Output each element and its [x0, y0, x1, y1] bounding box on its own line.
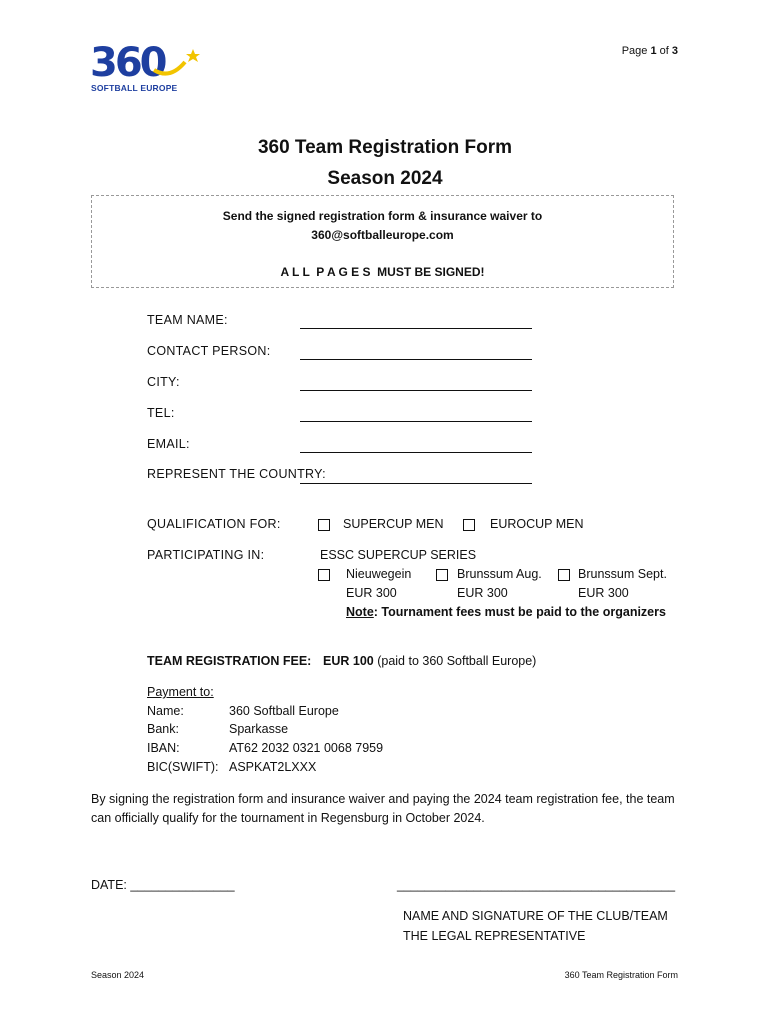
field-line-contact-person[interactable] [300, 359, 532, 360]
notice-email: 360@softballeurope.com [311, 228, 454, 242]
fee-note: Note: Tournament fees must be paid to the organizers [346, 605, 666, 619]
series-title: ESSC SUPERCUP SERIES [320, 548, 477, 562]
signature-caption-legal: THE LEGAL REPRESENTATIVE [403, 929, 586, 943]
payment-key-bank: Bank: [147, 722, 179, 736]
fee-brunssum-aug: EUR 300 [457, 586, 508, 600]
payment-value-name: 360 Softball Europe [229, 704, 339, 718]
footer-right: 360 Team Registration Form [564, 970, 678, 980]
checkbox-brunssum-aug[interactable] [436, 569, 448, 581]
field-line-tel[interactable] [300, 421, 532, 422]
payment-value-iban: AT62 2032 0321 0068 7959 [229, 741, 384, 755]
fee-brunssum-sept: EUR 300 [578, 586, 629, 600]
footer-left: Season 2024 [91, 970, 145, 980]
field-line-team-name[interactable] [300, 328, 532, 329]
signature-caption: NAME AND SIGNATURE OF THE CLUB/TEAM [403, 909, 668, 923]
field-label-country: REPRESENT THE COUNTRY: [147, 467, 326, 481]
event-brunssum-aug: Brunssum Aug. [457, 567, 542, 581]
logo-subtitle: SOFTBALL EUROPE [91, 83, 178, 93]
checkbox-supercup-men[interactable] [318, 519, 330, 531]
field-label-contact-person: CONTACT PERSON: [147, 344, 271, 358]
fee-nieuwegein: EUR 300 [346, 586, 397, 600]
payment-key-name: Name: [147, 704, 184, 718]
star-icon [186, 49, 200, 62]
qualification-statement: By signing the registration form and insurance waiver and paying the 2024 team registration fee, the team can officially qualify for the tournament in Regensburg in October 2024. [91, 792, 675, 825]
field-line-country[interactable] [300, 483, 532, 484]
field-label-email: EMAIL: [147, 437, 190, 451]
registration-fee-label: TEAM REGISTRATION FEE: [147, 654, 312, 668]
page-title: 360 Team Registration Form [257, 137, 513, 158]
payment-key-bic: BIC(SWIFT): [147, 760, 219, 774]
signature-line[interactable]: ________________________________________ [397, 878, 676, 892]
participating-label: PARTICIPATING IN: [147, 548, 265, 562]
field-label-tel: TEL: [147, 406, 175, 420]
field-line-city[interactable] [300, 390, 532, 391]
logo-mark [90, 40, 205, 82]
payment-heading: Payment to: [147, 685, 214, 699]
checkbox-eurocup-men[interactable] [463, 519, 475, 531]
option-supercup-men: SUPERCUP MEN [343, 517, 444, 531]
date-field[interactable]: DATE: _______________ [91, 878, 235, 892]
field-line-email[interactable] [300, 452, 532, 453]
notice-line: Send the signed registration form & insurance waiver to [222, 209, 543, 223]
checkbox-brunssum-sept[interactable] [558, 569, 570, 581]
field-label-city: CITY: [147, 375, 180, 389]
qualification-label: QUALIFICATION FOR: [147, 517, 281, 531]
payment-key-iban: IBAN: [147, 741, 180, 755]
logo-text: 360 [90, 40, 165, 82]
notice-signed-warning: A L L P A G E S MUST BE SIGNED! [280, 265, 485, 279]
option-eurocup-men: EUROCUP MEN [490, 517, 584, 531]
event-nieuwegein: Nieuwegein [346, 567, 412, 581]
field-label-team-name: TEAM NAME: [147, 313, 228, 327]
event-brunssum-sept: Brunssum Sept. [578, 567, 667, 581]
notice-box [91, 195, 674, 288]
checkbox-nieuwegein[interactable] [318, 569, 330, 581]
payment-value-bic: ASPKAT2LXXX [229, 760, 317, 774]
registration-fee-value: EUR 100 (paid to 360 Softball Europe) [323, 654, 537, 668]
page-subtitle: Season 2024 [327, 168, 443, 189]
logo [90, 40, 205, 98]
page-number: Page 1 of 3 [621, 45, 678, 57]
payment-value-bank: Sparkasse [229, 722, 289, 736]
